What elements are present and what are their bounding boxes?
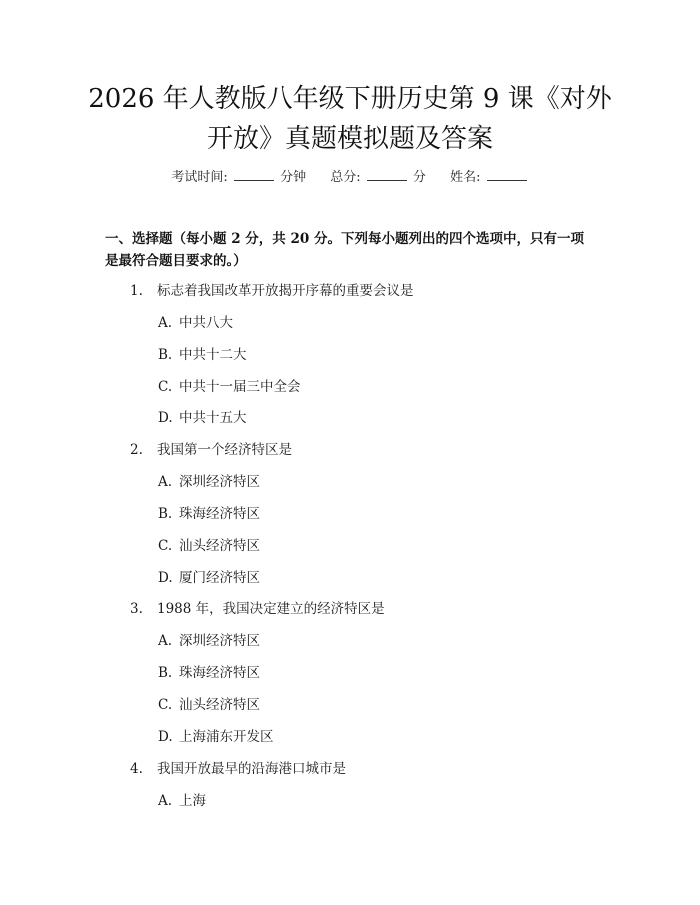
answer-option	[0, 728, 700, 760]
option-letter: B.	[158, 665, 173, 682]
student-name-label: 姓名:	[450, 170, 481, 185]
option-letter: C.	[158, 537, 173, 554]
answer-option	[0, 537, 700, 569]
exam-time-unit: 分钟	[280, 170, 307, 185]
option-letter: D.	[158, 410, 173, 427]
option-letter: D.	[158, 728, 173, 745]
total-score-unit: 分	[412, 170, 426, 185]
answer-option	[0, 473, 700, 505]
answer-option	[0, 378, 700, 410]
option-letter: B.	[158, 505, 173, 522]
exam-info-row	[0, 168, 700, 187]
question-number: 2.	[130, 442, 143, 459]
document-title-line-2: 开放》真题模拟题及答案	[206, 124, 493, 154]
option-text: 中共八大	[179, 315, 233, 331]
exam-time-blank	[234, 168, 274, 181]
exam-time-label: 考试时间:	[171, 170, 228, 185]
answer-option	[0, 314, 700, 346]
answer-option	[0, 409, 700, 441]
section-heading-multiple-choice: 一、选择题（每小题 2 分，共 20 分。下列每小题列出的四个选项中，只有一项是最符合题目要求的。）	[105, 231, 584, 269]
option-text: 中共十五大	[179, 410, 247, 427]
option-text: 汕头经济特区	[179, 537, 260, 554]
answer-option	[0, 632, 700, 664]
answer-option	[0, 569, 700, 601]
question-item	[0, 760, 700, 792]
answer-option	[0, 505, 700, 537]
option-text: 珠海经济特区	[179, 505, 260, 522]
question-number: 4.	[130, 760, 143, 777]
question-text: 1988 年，我国决定建立的经济特区是	[157, 601, 385, 618]
option-letter: A.	[158, 633, 173, 650]
question-number: 1.	[130, 283, 143, 299]
option-letter: A.	[158, 315, 173, 331]
option-text: 深圳经济特区	[179, 474, 260, 491]
question-number: 3.	[130, 601, 143, 618]
option-letter: B.	[158, 346, 173, 363]
question-list	[0, 282, 700, 823]
option-text: 厦门经济特区	[179, 569, 260, 586]
total-score-label: 总分:	[330, 170, 361, 185]
total-score-field	[330, 168, 426, 187]
answer-option	[0, 792, 700, 824]
option-text: 上海	[179, 792, 206, 809]
document-title-line-1: 2026 年人教版八年级下册历史第 9 课《对外	[88, 84, 612, 114]
answer-option	[0, 346, 700, 378]
option-text: 中共十一届三中全会	[179, 378, 301, 395]
student-name-field	[450, 168, 529, 187]
option-text: 深圳经济特区	[179, 633, 260, 650]
option-text: 珠海经济特区	[179, 665, 260, 682]
option-letter: C.	[158, 378, 173, 395]
question-text: 标志着我国改革开放揭开序幕的重要会议是	[157, 283, 414, 299]
question-item	[0, 600, 700, 632]
option-letter: A.	[158, 474, 173, 491]
answer-option	[0, 664, 700, 696]
total-score-blank	[367, 168, 407, 181]
option-text: 中共十二大	[179, 346, 247, 363]
question-text: 我国开放最早的沿海港口城市是	[157, 760, 346, 777]
option-text: 汕头经济特区	[179, 696, 260, 713]
question-text: 我国第一个经济特区是	[157, 442, 292, 459]
question-item	[0, 282, 700, 314]
option-text: 上海浦东开发区	[179, 728, 274, 745]
question-item	[0, 441, 700, 473]
option-letter: C.	[158, 696, 173, 713]
option-letter: A.	[158, 792, 173, 809]
exam-time-field	[171, 168, 306, 187]
student-name-blank	[487, 168, 527, 181]
answer-option	[0, 696, 700, 728]
option-letter: D.	[158, 569, 173, 586]
